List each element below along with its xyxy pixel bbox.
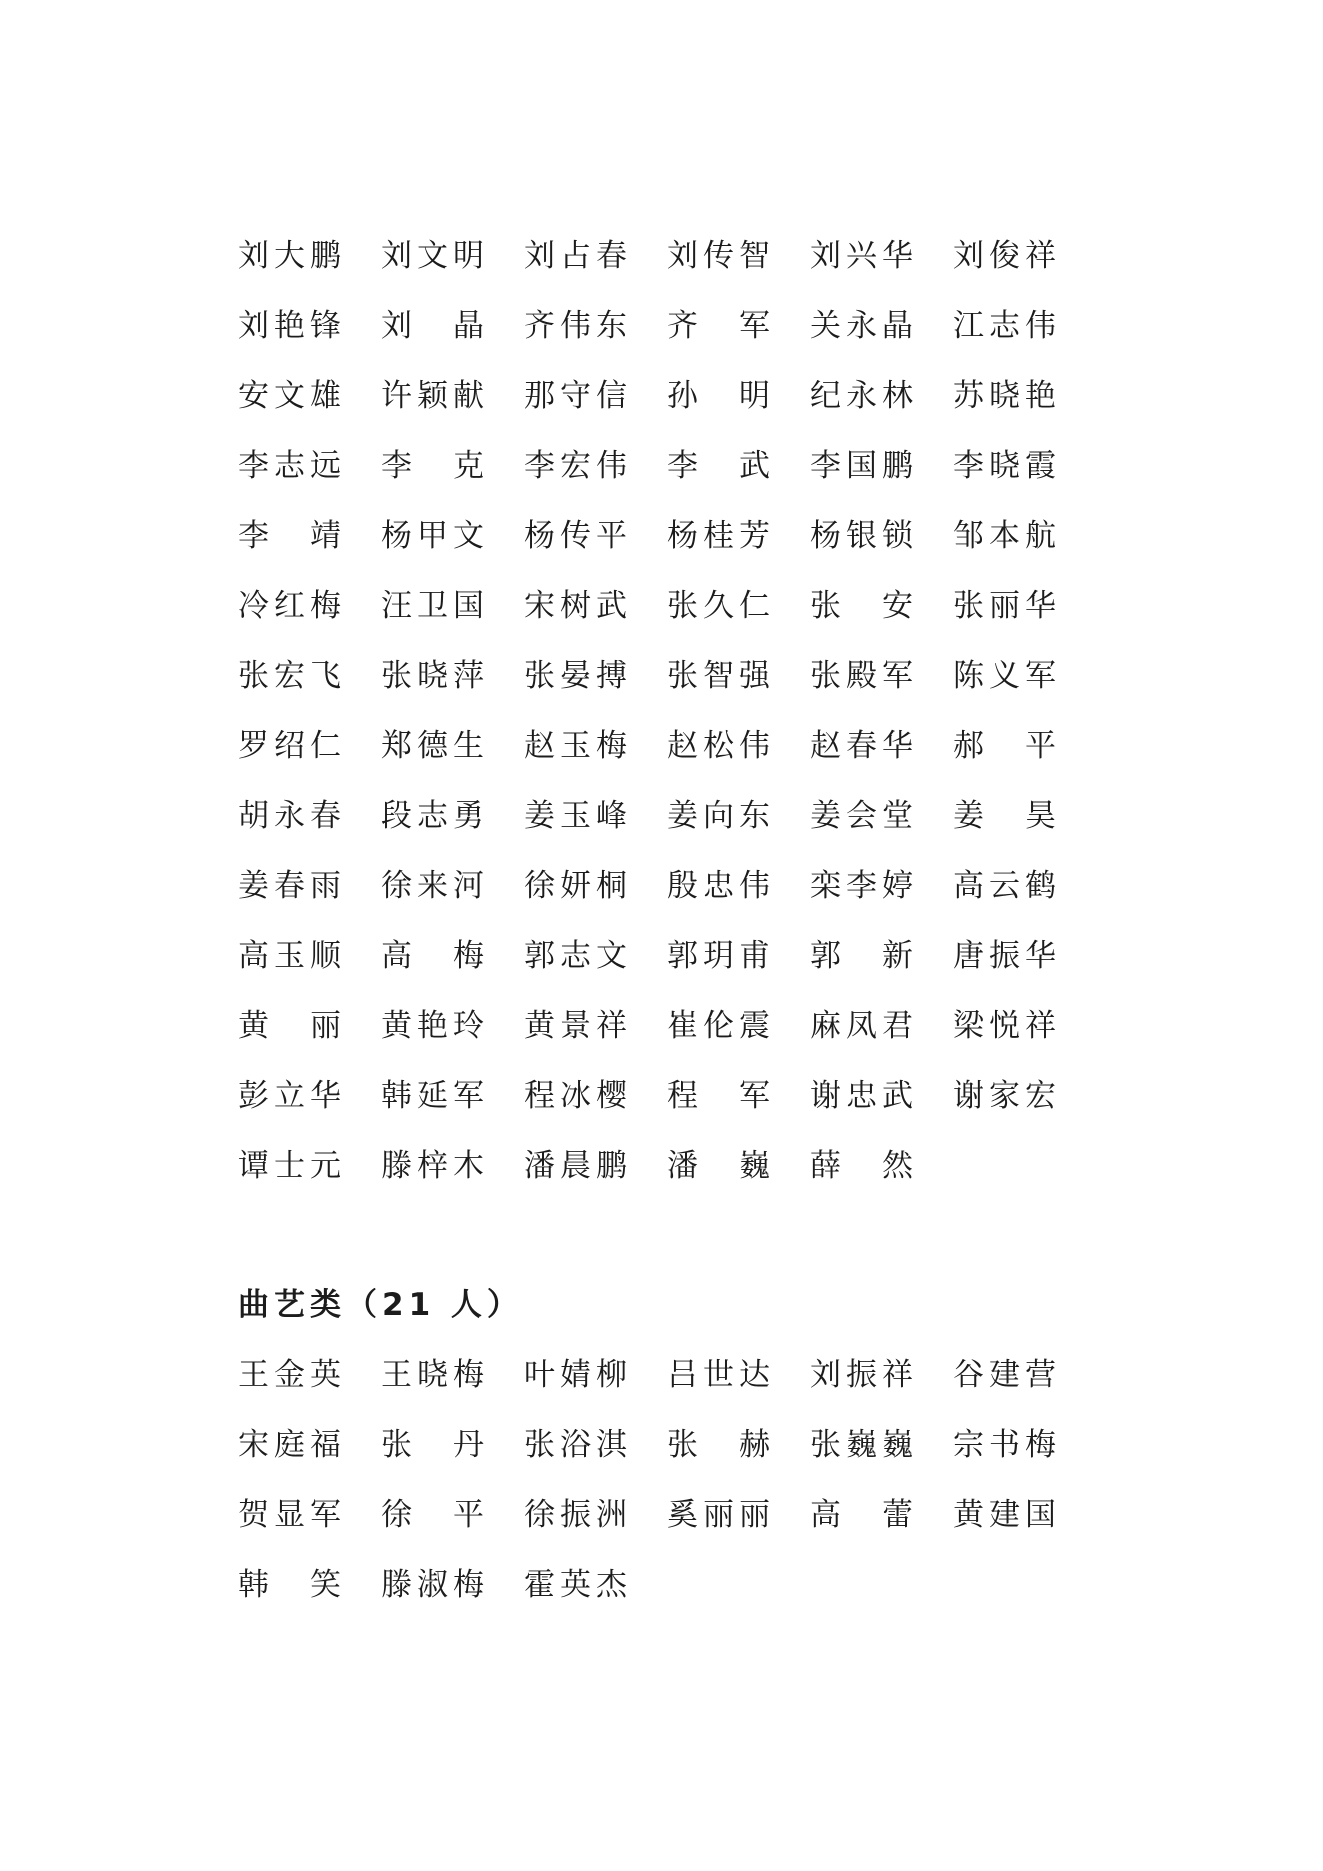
person-name: 姜玉峰 xyxy=(524,798,632,834)
person-name: 王晓梅 xyxy=(381,1357,489,1393)
person-name: 张巍巍 xyxy=(810,1427,918,1463)
person-name: 刘传智 xyxy=(667,238,775,274)
person-name: 谭士元 xyxy=(238,1148,346,1184)
person-name: 冷红梅 xyxy=(238,588,346,624)
person-name: 郭玥甫 xyxy=(667,938,775,974)
person-name: 郑德生 xyxy=(381,728,489,764)
person-name: 李 克 xyxy=(381,448,489,484)
name-row xyxy=(238,1480,1098,1550)
person-name: 殷忠伟 xyxy=(667,868,775,904)
person-name: 张殿军 xyxy=(810,658,918,694)
person-name: 麻凤君 xyxy=(810,1008,918,1044)
person-name: 关永晶 xyxy=(810,308,918,344)
person-name: 郭 新 xyxy=(810,938,918,974)
person-name: 栾李婷 xyxy=(810,868,918,904)
person-name: 李志远 xyxy=(238,448,346,484)
name-row xyxy=(238,221,1098,291)
person-name: 宋庭福 xyxy=(238,1427,346,1463)
person-name: 安文雄 xyxy=(238,378,346,414)
person-name: 高云鹤 xyxy=(953,868,1061,904)
person-name: 谷建营 xyxy=(953,1357,1061,1393)
person-name: 唐振华 xyxy=(953,938,1061,974)
person-name: 李宏伟 xyxy=(524,448,632,484)
person-name: 崔伦震 xyxy=(667,1008,775,1044)
person-name: 李 武 xyxy=(667,448,775,484)
name-row xyxy=(238,991,1098,1061)
person-name: 韩延军 xyxy=(381,1078,489,1114)
person-name: 滕淑梅 xyxy=(381,1567,489,1603)
person-name: 张 丹 xyxy=(381,1427,489,1463)
person-name: 李晓霞 xyxy=(953,448,1061,484)
person-name: 刘兴华 xyxy=(810,238,918,274)
person-name: 奚丽丽 xyxy=(667,1497,775,1533)
name-row xyxy=(238,501,1098,571)
person-name: 纪永林 xyxy=(810,378,918,414)
person-name: 刘文明 xyxy=(381,238,489,274)
name-list-continued xyxy=(238,221,1098,1201)
person-name: 江志伟 xyxy=(953,308,1061,344)
name-row xyxy=(238,1131,1098,1201)
person-name: 张 赫 xyxy=(667,1427,775,1463)
person-name: 徐振洲 xyxy=(524,1497,632,1533)
name-list-quyi xyxy=(238,1340,1098,1620)
person-name: 姜向东 xyxy=(667,798,775,834)
person-name: 高 梅 xyxy=(381,938,489,974)
person-name: 潘 巍 xyxy=(667,1148,775,1184)
person-name: 刘大鹏 xyxy=(238,238,346,274)
person-name: 黄景祥 xyxy=(524,1008,632,1044)
person-name: 郝 平 xyxy=(953,728,1061,764)
person-name: 张丽华 xyxy=(953,588,1061,624)
person-name: 叶婧柳 xyxy=(524,1357,632,1393)
section-heading-quyi: 曲艺类（21 人） xyxy=(238,1287,523,1323)
person-name: 那守信 xyxy=(524,378,632,414)
person-name: 杨桂芳 xyxy=(667,518,775,554)
person-name: 谢忠武 xyxy=(810,1078,918,1114)
person-name: 张晏搏 xyxy=(524,658,632,694)
person-name: 贺显军 xyxy=(238,1497,346,1533)
person-name: 滕梓木 xyxy=(381,1148,489,1184)
person-name: 罗绍仁 xyxy=(238,728,346,764)
person-name: 王金英 xyxy=(238,1357,346,1393)
person-name: 程冰樱 xyxy=(524,1078,632,1114)
person-name: 齐伟东 xyxy=(524,308,632,344)
person-name: 赵春华 xyxy=(810,728,918,764)
person-name: 韩 笑 xyxy=(238,1567,346,1603)
person-name: 姜会堂 xyxy=(810,798,918,834)
name-row xyxy=(238,781,1098,851)
person-name: 赵玉梅 xyxy=(524,728,632,764)
person-name: 宋树武 xyxy=(524,588,632,624)
person-name: 李 靖 xyxy=(238,518,346,554)
person-name: 张宏飞 xyxy=(238,658,346,694)
person-name: 高玉顺 xyxy=(238,938,346,974)
person-name: 刘占春 xyxy=(524,238,632,274)
person-name: 杨传平 xyxy=(524,518,632,554)
person-name: 张 安 xyxy=(810,588,918,624)
person-name: 陈义军 xyxy=(953,658,1061,694)
name-row xyxy=(238,291,1098,361)
person-name: 彭立华 xyxy=(238,1078,346,1114)
person-name: 梁悦祥 xyxy=(953,1008,1061,1044)
person-name: 宗书梅 xyxy=(953,1427,1061,1463)
person-name: 刘振祥 xyxy=(810,1357,918,1393)
person-name: 徐妍桐 xyxy=(524,868,632,904)
name-row xyxy=(238,921,1098,991)
person-name: 姜春雨 xyxy=(238,868,346,904)
person-name: 张久仁 xyxy=(667,588,775,624)
name-row xyxy=(238,1550,1098,1620)
person-name: 汪卫国 xyxy=(381,588,489,624)
person-name: 郭志文 xyxy=(524,938,632,974)
person-name: 刘艳锋 xyxy=(238,308,346,344)
person-name: 张晓萍 xyxy=(381,658,489,694)
person-name: 薛 然 xyxy=(810,1148,918,1184)
person-name: 杨银锁 xyxy=(810,518,918,554)
person-name: 胡永春 xyxy=(238,798,346,834)
person-name: 黄 丽 xyxy=(238,1008,346,1044)
person-name: 姜 昊 xyxy=(953,798,1061,834)
person-name: 高 蕾 xyxy=(810,1497,918,1533)
person-name: 齐 军 xyxy=(667,308,775,344)
person-name: 徐来河 xyxy=(381,868,489,904)
person-name: 吕世达 xyxy=(667,1357,775,1393)
person-name: 邹本航 xyxy=(953,518,1061,554)
name-row xyxy=(238,1410,1098,1480)
person-name: 徐 平 xyxy=(381,1497,489,1533)
person-name: 李国鹏 xyxy=(810,448,918,484)
person-name: 黄建国 xyxy=(953,1497,1061,1533)
name-row xyxy=(238,711,1098,781)
person-name: 黄艳玲 xyxy=(381,1008,489,1044)
name-row xyxy=(238,431,1098,501)
name-row xyxy=(238,1061,1098,1131)
person-name: 杨甲文 xyxy=(381,518,489,554)
person-name: 刘 晶 xyxy=(381,308,489,344)
person-name: 程 军 xyxy=(667,1078,775,1114)
person-name: 赵松伟 xyxy=(667,728,775,764)
person-name: 孙 明 xyxy=(667,378,775,414)
person-name: 苏晓艳 xyxy=(953,378,1061,414)
name-row xyxy=(238,641,1098,711)
person-name: 潘晨鹏 xyxy=(524,1148,632,1184)
name-row xyxy=(238,1340,1098,1410)
person-name: 张智强 xyxy=(667,658,775,694)
person-name: 霍英杰 xyxy=(524,1567,632,1603)
name-row xyxy=(238,361,1098,431)
person-name: 段志勇 xyxy=(381,798,489,834)
name-row xyxy=(238,851,1098,921)
person-name: 张浴淇 xyxy=(524,1427,632,1463)
person-name: 刘俊祥 xyxy=(953,238,1061,274)
name-row xyxy=(238,571,1098,641)
person-name: 许颖献 xyxy=(381,378,489,414)
person-name: 谢家宏 xyxy=(953,1078,1061,1114)
